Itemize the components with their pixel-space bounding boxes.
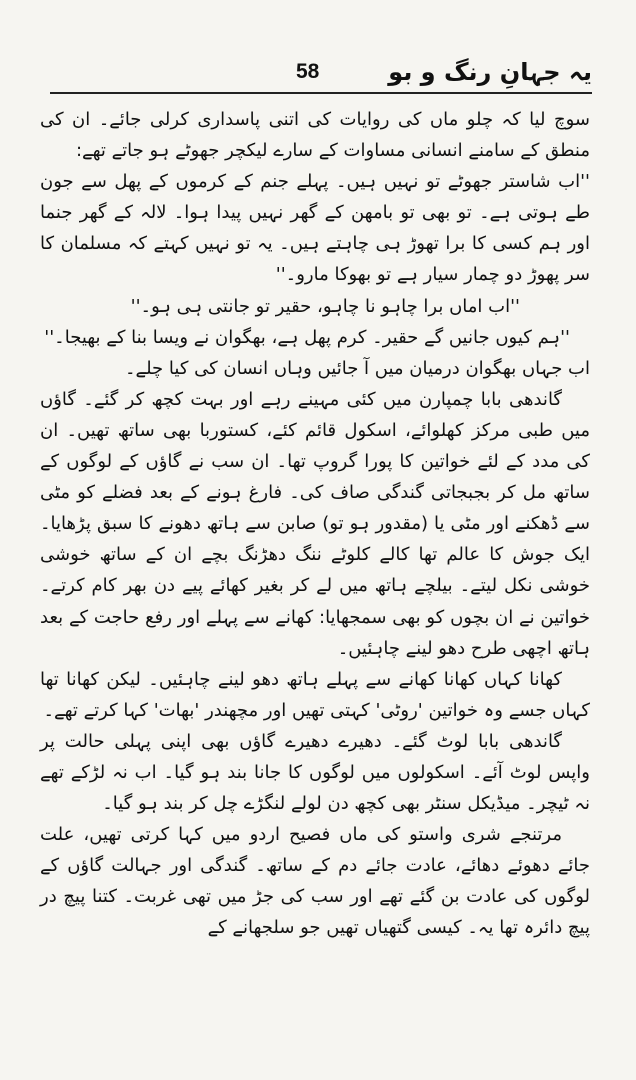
quote-paragraph: ''اب اماں برا چاہو نا چاہو، حقیر تو جانتی ہی ہو۔'' <box>130 295 520 317</box>
book-title: یہ جہانِ رنگ و بو <box>388 58 592 86</box>
quote-paragraph: ''اب شاستر جھوٹے تو نہیں ہیں۔ پہلے جنم کے کرموں کے پھل سے جون طے ہوتی ہے۔ تو بھی تو بامھن کے گھر نہیں پیدا ہوا۔ لالہ کے گھر جنما اور ہم کسی کا برا تھوڑ ہی چاہتے ہیں۔ یہ تو نہیں کہتے کہ مسلمان کا سر پھوڑ دو چمار سیار ہے تو بھوکا مارو۔'' <box>40 171 590 286</box>
page-header <box>44 58 592 94</box>
paragraph: گاندھی بابا لوٹ گئے۔ دھیرے دھیرے گاؤں بھی اپنی پہلی حالت پر واپس لوٹ آئے۔ اسکولوں میں لوگوں کا جانا بند ہو گیا۔ اب نہ لڑکے تھے نہ ٹیچر۔ میڈیکل سنٹر بھی کچھ دن لولے لنگڑے چل کر بند ہو گیا۔ <box>40 730 590 815</box>
paragraph: اب جہاں بھگوان درمیان میں آ جائیں وہاں انسان کی کیا چلے۔ <box>125 357 590 379</box>
paragraph: گاندھی بابا چمپارن میں کئی مہینے رہے اور بہت کچھ کر گئے۔ گاؤں میں طبی مرکز کھلوائے، اسکول قائم کئے، کستوربا بھی ساتھ تھیں۔ ان کی مدد کے لئے خواتین کا پورا گروپ تھا۔ ان سب نے گاؤں کے لوگوں کے ساتھ مل کر بجبجاتی گندگی صاف کی۔ فارغ ہونے کے بعد فضلے کو مٹی سے ڈھکنے اور مٹی یا (مقدور ہو تو) صابن سے ہاتھ دھونے کا سبق پڑھایا۔ ایک جوش کا عالم تھا کالے کلوٹے ننگ دھڑنگ بچے ان کے ساتھ خوشی خوشی نکل لیتے۔ بیلچے ہاتھ میں لے کر بغیر کھائے پیے دن بھر کام کرتے۔ خواتین نے ان بچوں کو بھی سمجھایا: کھانے سے پہلے اور رفع حاجت کے بعد ہاتھ اچھی طرح دھو لینے چاہئیں۔ <box>40 388 590 659</box>
paragraph: سوچ لیا کہ چلو ماں کی روایات کی اتنی پاسداری کرلی جائے۔ ان کی منطق کے سامنے انسانی مساوات کے سارے لیکچر جھوٹے ہو جاتے تھے: <box>40 109 590 162</box>
paragraph: کھانا کہاں کھانا کھانے سے پہلے ہاتھ دھو لینے چاہئیں۔ لیکن کھانا تھا کہاں جسے وہ خواتین 'روٹی' کہتی تھیں اور مچھندر 'بھات' کہا کرتے تھے۔ <box>40 668 590 721</box>
page-number: 58 <box>296 60 320 83</box>
page-body <box>40 104 590 944</box>
header-rule <box>50 92 592 94</box>
paragraph: مرتنجے شری واستو کی ماں فصیح اردو میں کہا کرتی تھیں، علت جائے دھوئے دھائے، عادت جائے دم کے ساتھ۔ گندگی اور جہالت گاؤں کے لوگوں کی عادت بن گئے تھے اور سب کی جڑ میں تھی غربت۔ کتنا پیچ در پیچ دائرہ تھا یہ۔ کیسی گتھیاں تھیں جو سلجھانے کے <box>40 824 590 939</box>
quote-paragraph: ''ہم کیوں جانیں گے حقیر۔ کرم پھل ہے، بھگوان نے ویسا بنا کے بھیجا۔'' <box>44 326 570 348</box>
